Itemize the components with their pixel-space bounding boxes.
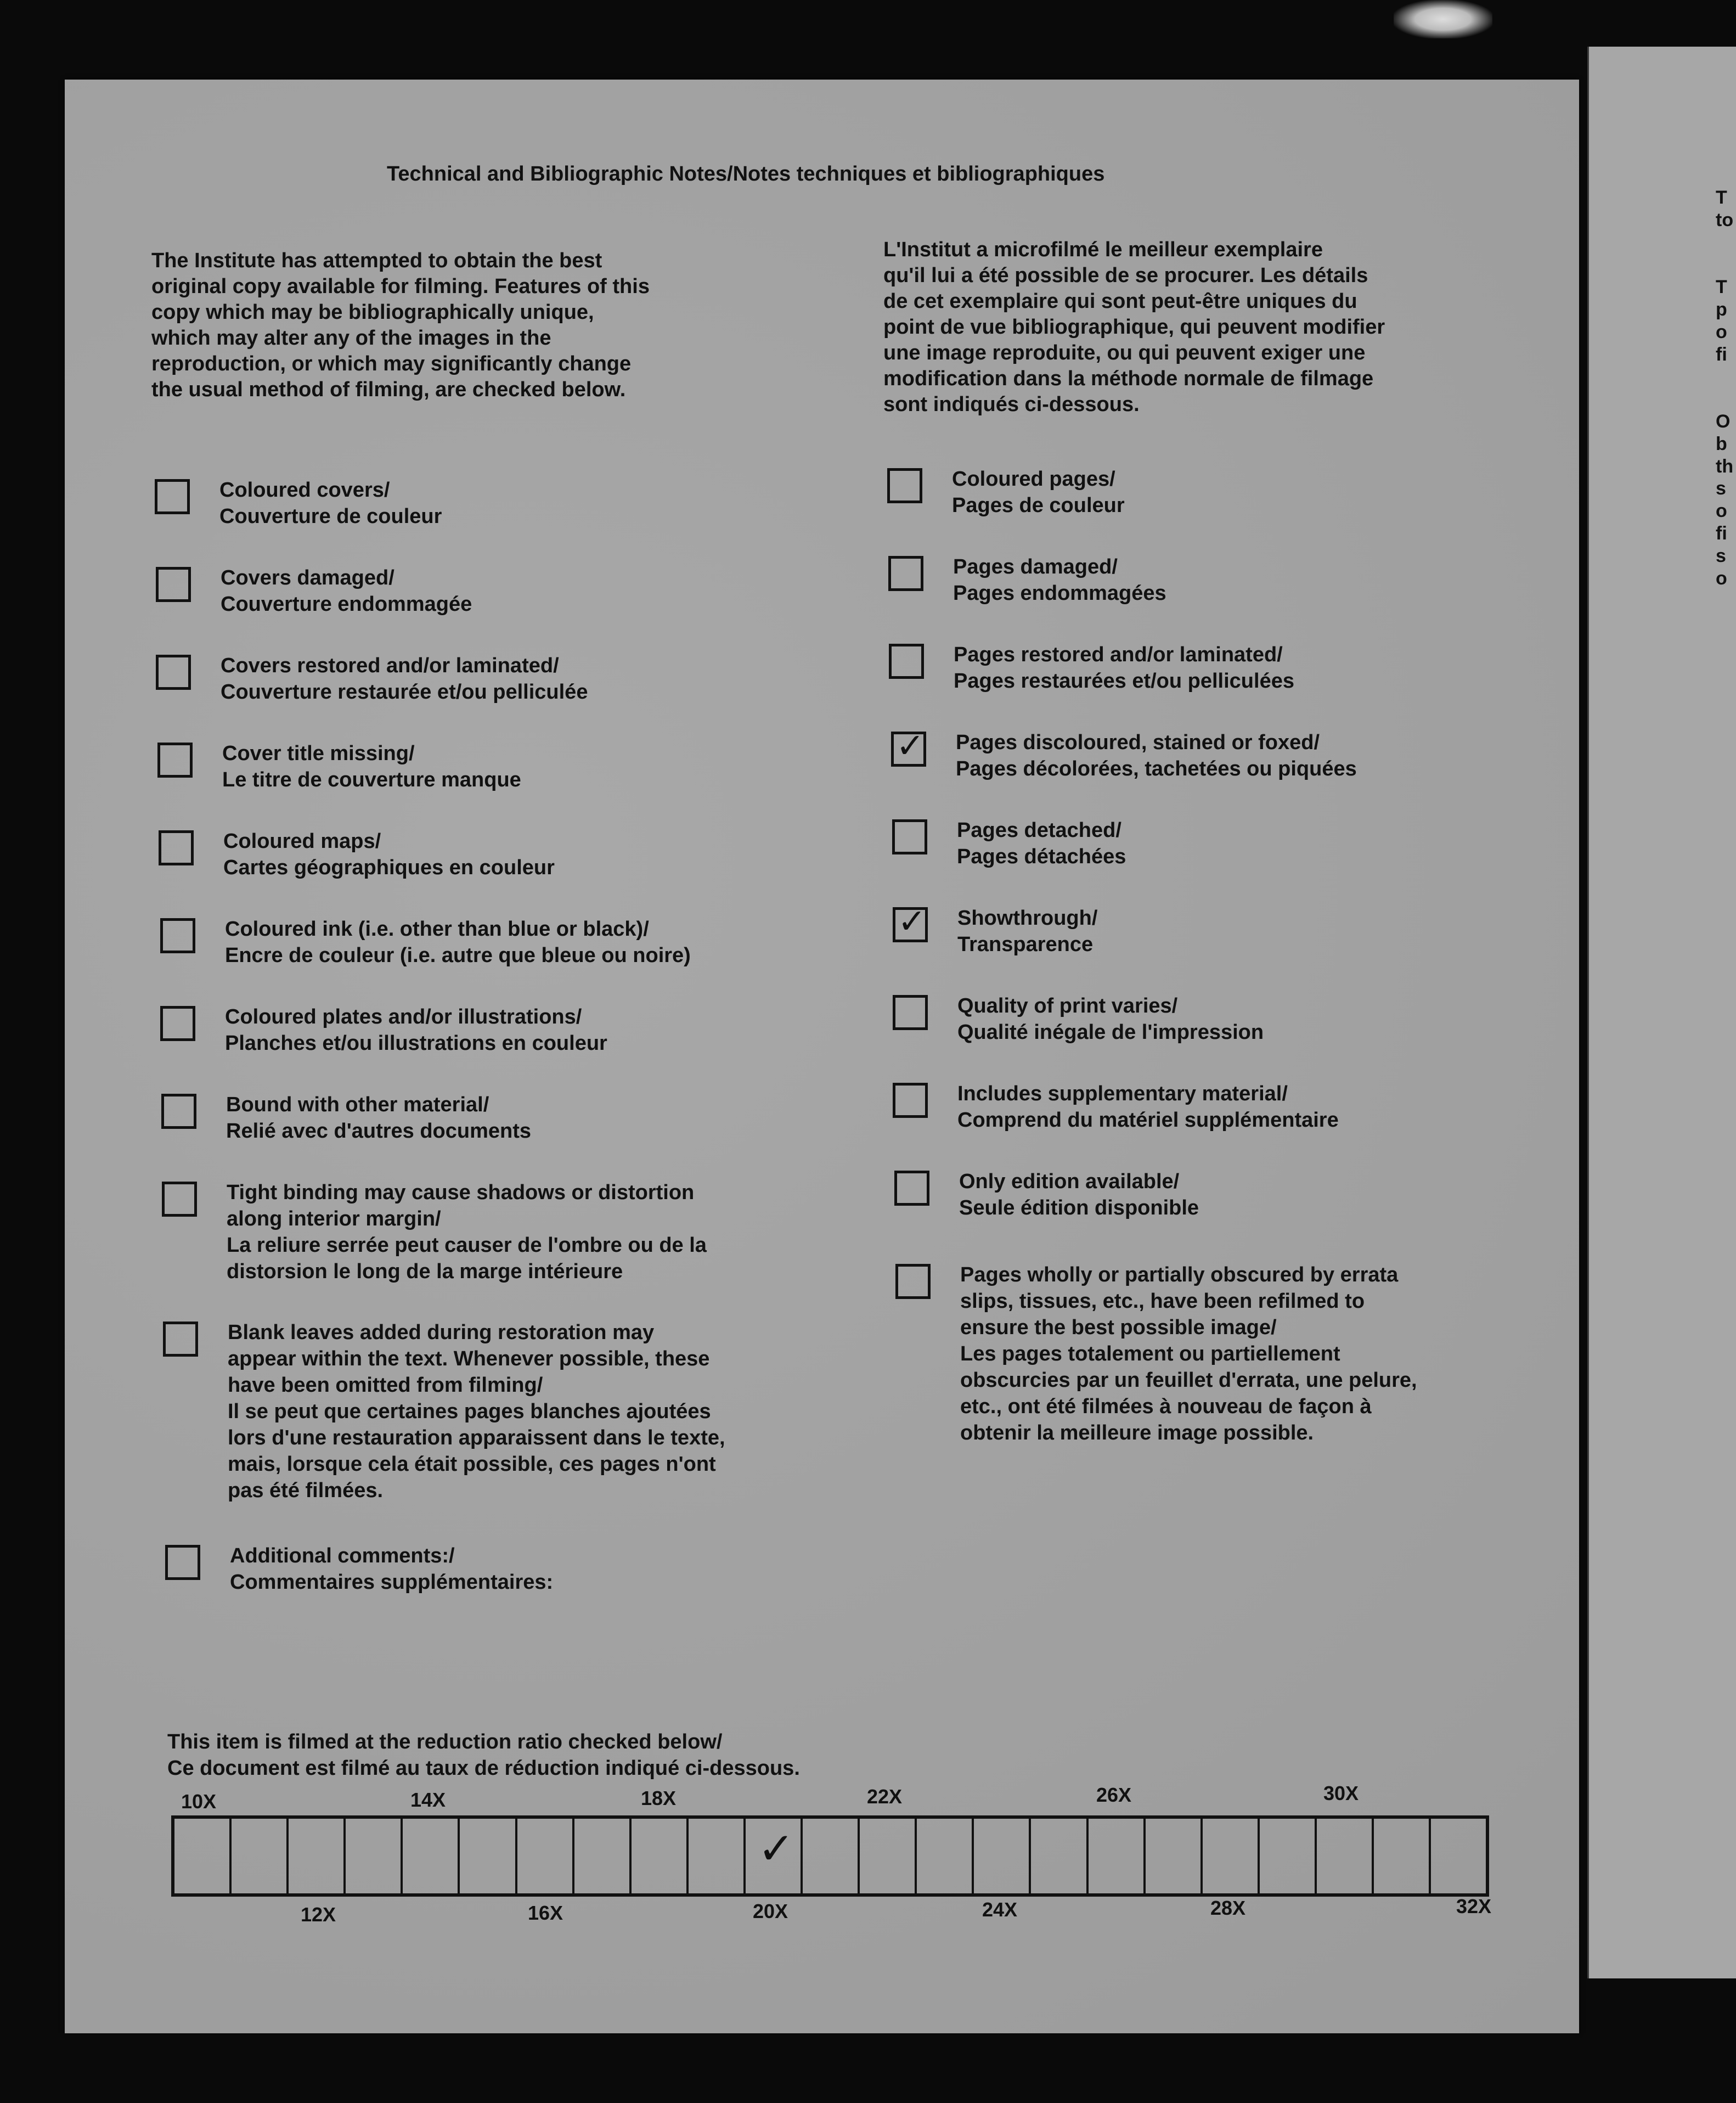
checkbox[interactable] xyxy=(160,1006,195,1041)
checklist-label: Showthrough/ Transparence xyxy=(957,907,1098,956)
checklist-label: Coloured ink (i.e. other than blue or black)/ Encre de couleur (i.e. autre que bleue ou noire) xyxy=(225,918,691,967)
ratio-label: 22X xyxy=(867,1785,903,1808)
checkbox[interactable] xyxy=(161,1094,196,1129)
checkbox[interactable] xyxy=(888,556,923,591)
ratio-label: 24X xyxy=(982,1898,1018,1921)
ratio-cell[interactable] xyxy=(1146,1819,1203,1893)
ratio-cell[interactable] xyxy=(1317,1819,1374,1893)
ratio-cell[interactable] xyxy=(1089,1819,1146,1893)
checklist-label: Coloured plates and/or illustrations/ Planches et/ou illustrations en couleur xyxy=(225,1005,607,1055)
checkbox[interactable] xyxy=(887,468,922,503)
adjacent-page xyxy=(1587,47,1736,1978)
ratio-cell[interactable] xyxy=(860,1819,917,1893)
checkbox[interactable] xyxy=(155,479,190,514)
checkbox[interactable] xyxy=(894,1171,929,1206)
checkbox[interactable] xyxy=(156,655,191,690)
ratio-cell[interactable] xyxy=(1031,1819,1088,1893)
ratio-cell[interactable] xyxy=(1260,1819,1317,1893)
checkmark-icon: ✓ xyxy=(896,726,925,766)
ratio-label: 18X xyxy=(641,1787,677,1809)
intro-french: L'Institut a microfilmé le meilleur exemplaire qu'il lui a été possible de se procurer. Les détails de cet exemplaire qui sont peut-être uniques du point de vue bibliographique, qui peuvent modifier une image reproduite, ou qui peuvent exiger une modification dans la méthode normale de filmage sont indiqués ci-dessous. xyxy=(883,238,1385,416)
ratio-cell[interactable] xyxy=(174,1819,232,1893)
ratio-label: 20X xyxy=(753,1900,788,1922)
checkmark-icon: ✓ xyxy=(757,1823,794,1874)
checkbox[interactable] xyxy=(893,995,928,1030)
reduction-ratio-text: This item is filmed at the reduction ratio checked below/ Ce document est filmé au taux de réduction indiqué ci-dessous. xyxy=(167,1730,800,1780)
checkbox[interactable] xyxy=(895,1264,931,1299)
checkbox[interactable] xyxy=(159,830,194,865)
ratio-label: 26X xyxy=(1096,1784,1132,1806)
ratio-cell[interactable] xyxy=(689,1819,746,1893)
checklist-label: Only edition available/ Seule édition disponible xyxy=(959,1170,1199,1219)
ratio-cell[interactable] xyxy=(917,1819,974,1893)
ratio-cell[interactable] xyxy=(517,1819,574,1893)
checklist-label: Tight binding may cause shadows or distortion along interior margin/ La reliure serrée peut causer de l'ombre ou de la distorsion le long de la marge intérieure xyxy=(227,1181,707,1283)
ratio-cell[interactable] xyxy=(746,1819,803,1893)
checklist-label: Coloured covers/ Couverture de couleur xyxy=(219,479,442,528)
ratio-cell[interactable] xyxy=(403,1819,460,1893)
checklist-label: Includes supplementary material/ Comprend du matériel supplémentaire xyxy=(957,1082,1339,1132)
checkbox[interactable] xyxy=(889,644,924,679)
ratio-label: 12X xyxy=(301,1903,336,1926)
checklist-label: Quality of print varies/ Qualité inégale de l'impression xyxy=(957,994,1264,1044)
ratio-label: 30X xyxy=(1323,1782,1359,1804)
checklist-label: Covers damaged/ Couverture endommagée xyxy=(221,566,472,616)
checklist-label: Pages wholly or partially obscured by errata slips, tissues, etc., have been refilmed to ensure the best possible image/ Les pages totalement ou partiellement obscurcies par un feuillet d'errata, une pelure, etc., ont été filmées à nouveau de façon à obtenir la meilleure image possible. xyxy=(960,1263,1417,1444)
checklist-label: Pages restored and/or laminated/ Pages restaurées et/ou pelliculées xyxy=(954,643,1294,693)
checkbox[interactable] xyxy=(165,1545,200,1580)
checkbox[interactable] xyxy=(893,1083,928,1118)
checkbox[interactable] xyxy=(163,1322,198,1357)
page-title: Technical and Bibliographic Notes/Notes techniques et bibliographiques xyxy=(387,162,1105,185)
ratio-label: 14X xyxy=(410,1789,446,1811)
ratio-cell[interactable] xyxy=(346,1819,403,1893)
ratio-cell[interactable] xyxy=(574,1819,632,1893)
checkbox[interactable] xyxy=(892,819,927,854)
checklist-label: Pages discoloured, stained or foxed/ Pages décolorées, tachetées ou piquées xyxy=(956,731,1357,780)
ratio-cell[interactable] xyxy=(1431,1819,1486,1893)
ratio-cell[interactable] xyxy=(1203,1819,1260,1893)
ratio-label: 32X xyxy=(1456,1895,1492,1918)
dust-speck xyxy=(1394,0,1492,38)
ratio-label: 16X xyxy=(528,1902,563,1924)
adjacent-page-edge-text: T to T p o fi O b th s o fi s o xyxy=(1716,187,1734,589)
ratio-cell[interactable] xyxy=(974,1819,1031,1893)
checkbox[interactable] xyxy=(160,918,195,953)
checkbox[interactable] xyxy=(156,567,191,602)
checkbox[interactable] xyxy=(891,726,926,767)
checkbox[interactable] xyxy=(893,901,928,942)
checkbox[interactable] xyxy=(157,743,193,778)
ratio-cell[interactable] xyxy=(1374,1819,1431,1893)
checklist-label: Blank leaves added during restoration may appear within the text. Whenever possible, these have been omitted from filming/ Il se peut que certaines pages blanches ajoutées lors d'une restauration apparaissent dans le texte, mais, lorsque cela était possible, ces pages n'ont pas été filmées. xyxy=(228,1321,725,1502)
checkmark-icon: ✓ xyxy=(898,901,926,941)
ratio-cell[interactable] xyxy=(232,1819,289,1893)
ratio-label: 28X xyxy=(1210,1897,1246,1919)
ratio-cell[interactable] xyxy=(632,1819,689,1893)
checklist-label: Bound with other material/ Relié avec d'autres documents xyxy=(226,1093,532,1143)
checklist-label: Pages damaged/ Pages endommagées xyxy=(953,555,1166,605)
checklist-label: Coloured maps/ Cartes géographiques en couleur xyxy=(223,830,555,879)
checklist-label: Coloured pages/ Pages de couleur xyxy=(952,468,1125,517)
checklist-label: Covers restored and/or laminated/ Couverture restaurée et/ou pelliculée xyxy=(221,654,588,704)
intro-english: The Institute has attempted to obtain the best original copy available for filming. Features of this copy which may be bibliographically unique, which may alter any of the images in the reproduction, or which may significantly change the usual method of filming, are checked below. xyxy=(151,249,650,401)
checklist-label: Cover title missing/ Le titre de couverture manque xyxy=(222,742,521,791)
ratio-label: 10X xyxy=(181,1790,217,1813)
checklist-label: Additional comments:/ Commentaires supplémentaires: xyxy=(230,1544,554,1594)
ratio-cell[interactable] xyxy=(460,1819,517,1893)
reduction-ratio-strip xyxy=(171,1815,1489,1897)
checkbox[interactable] xyxy=(162,1182,197,1217)
ratio-cell[interactable] xyxy=(803,1819,860,1893)
checklist-label: Pages detached/ Pages détachées xyxy=(957,819,1126,868)
ratio-cell[interactable] xyxy=(289,1819,346,1893)
